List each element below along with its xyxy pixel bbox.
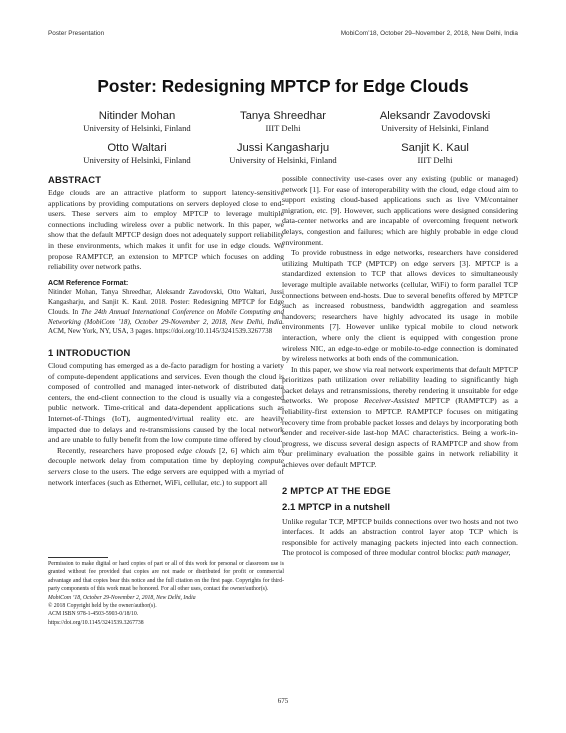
author-name: Jussi Kangasharju bbox=[236, 142, 330, 154]
section-heading-introduction: 1 INTRODUCTION bbox=[48, 346, 131, 358]
text-run: close to the users. The edge servers are equipped with a myriad of network interfaces (such as Ethernet, WiFi, cellular, etc.) to support all bbox=[48, 466, 284, 487]
body-paragraph bbox=[282, 517, 518, 559]
footnote-copyright: © 2018 Copyright held by the owner/author(s). bbox=[48, 603, 157, 610]
page-number: 675 bbox=[277, 697, 289, 705]
left-column bbox=[48, 174, 284, 488]
author-affiliation: IIIT Delhi bbox=[265, 123, 301, 133]
acm-reference-venue: The 24th Annual International Conference on Mobile Computing and Networking (MobiCom ’18), October 29-November 2, 2018, New Delhi, India. bbox=[48, 307, 284, 326]
abstract-heading: ABSTRACT bbox=[48, 174, 102, 185]
emphasis: compute servers bbox=[48, 456, 284, 476]
abstract-text: Edge clouds are an attractive platform to support latency-sensitive applications by providing computations on servers deployed close to end-users. These servers aim to employ MPTCP to leverage multiple connections including wireless over a public network. In this paper, we show that the default MPTCP design does not adequately support reliability in these environments, which makes it unfit for use in edge clouds. We propose RAMPTCP, an extension to MPTCP which focuses on adding reliability over network paths. bbox=[48, 188, 284, 272]
section-heading-mptcp-edge: 2 MPTCP AT THE EDGE bbox=[282, 484, 391, 496]
acm-reference-text bbox=[48, 288, 284, 337]
author-block bbox=[340, 141, 530, 166]
author-affiliation: University of Helsinki, Finland bbox=[229, 155, 337, 165]
author-name: Aleksandr Zavodovski bbox=[379, 110, 491, 122]
text-run: MPTCP (RAMPTCP) as a reliability-first extension to MPTCP. RAMPTCP focuses on mitigating recovery time from probable packet losses and delays by incorporating both sender and receiver-side last-hop MAC characteristics. Being a work-in-progress, we discuss several design aspects of RAMPTCP and show from our preliminary evaluation the possible gains in network reliability it achieves over default MPTCP. bbox=[282, 396, 518, 470]
emphasis: edge clouds bbox=[177, 445, 216, 455]
emphasis: Receiver-Assisted bbox=[363, 396, 419, 406]
text-run: Unlike regular TCP, MPTCP builds connections over two hosts and not two interfaces. It adds an abstraction control layer atop TCP which is responsible for actively managing packets injected into each connection. The protocol is composed of three modular control blocks: bbox=[282, 516, 518, 558]
author-block bbox=[340, 109, 530, 134]
author-name: Sanjit K. Kaul bbox=[401, 142, 469, 154]
acm-reference-heading: ACM Reference Format: bbox=[48, 279, 129, 287]
acm-reference-part: Nitinder Mohan, Tanya Shreedhar, Aleksandr Zavodovski, Otto Waltari, Jussi Kangasharju, and Sanjit K. Kaul. 2018. Poster: Redesigning MPTCP for Edge Clouds. In bbox=[48, 288, 284, 316]
footnote-rule bbox=[48, 557, 108, 558]
footnote-venue: MobiCom ’18, October 29-November 2, 2018, New Delhi, India bbox=[48, 594, 196, 601]
author-affiliation: University of Helsinki, Finland bbox=[83, 155, 191, 165]
right-column bbox=[282, 174, 518, 559]
body-paragraph: possible connectivity use-cases over any existing (public or managed) network [1]. For ease of interoperability with the cloud, edge cloud aim to support existing cloud-based applications such as live VM/container migration, etc. [9]. However, such applications were designed considering data-center networks and are incapable of overcoming frequent network delays, congestion and failures; which are highly probable in edge cloud environment. bbox=[282, 174, 518, 247]
author-name: Tanya Shreedhar bbox=[239, 110, 327, 122]
author-affiliation: University of Helsinki, Finland bbox=[83, 123, 191, 133]
text-run: In this paper, we show via real network experiments that default MPTCP prioritizes path utilization over reliability leading to significantly high packet delays and retransmissions, thereby rendering it unsuitable for edge networks. We propose bbox=[282, 364, 518, 406]
footnote-block bbox=[48, 560, 284, 627]
text-run: Recently, researchers have proposed bbox=[57, 445, 178, 455]
emphasis: path manager, bbox=[466, 548, 511, 558]
body-paragraph: To provide robustness in edge networks, researchers have considered utilizing Multipath TCP (MPTCP) on edge servers [3]. MPTCP is a standardized extension to TCP that allows devices to simultaneously leverage multiple available networks (cellular, WiFi) to form parallel TCP connections between end-hosts. Due to several benefits offered by MPTCP such as increased robustness, bandwidth aggregation and seamless handovers; researchers have highly advocated its usage in mobile environments [7]. However unlike typical mobile to cloud network interaction, where only the client is equipped with congestion prone wireless NIC, an edge-to-edge or mobile-to-edge connection is dominated by wireless networks at both ends of the communication. bbox=[282, 248, 518, 364]
subsection-heading-nutshell: 2.1 MPTCP in a nutshell bbox=[282, 501, 391, 513]
running-header-left: Poster Presentation bbox=[48, 30, 105, 37]
intro-paragraph bbox=[48, 446, 284, 488]
intro-paragraph: Cloud computing has emerged as a de-facto paradigm for hosting a variety of compute-dependent applications and services. Even though the cloud is composed of controlled and managed inter-network of distributed data centers, the end-client connection to the cloud is usually via a congested public network. Time-critical and data-dependent applications such as Internet-of-Things (IoT), augmented/virtual reality etc. are heavily impacted due to delays and re-transmissions caused by the local network and are unable to fully benefit from the low compute time offered by cloud. bbox=[48, 360, 284, 445]
author-name: Nitinder Mohan bbox=[98, 110, 176, 122]
footnote-doi: https://doi.org/10.1145/3241539.3267738 bbox=[48, 619, 144, 626]
text-run: [2, 6] which aim to decouple network delay from computation time by deploying bbox=[48, 445, 284, 466]
author-name: Otto Waltari bbox=[107, 142, 167, 154]
body-paragraph bbox=[282, 365, 518, 471]
author-affiliation: University of Helsinki, Finland bbox=[381, 123, 489, 133]
acm-reference-part: ACM, New York, NY, USA, 3 pages. https://doi.org/10.1145/3241539.3267738 bbox=[48, 327, 273, 336]
permission-notice: Permission to make digital or hard copies of part or all of this work for personal or classroom use is granted without fee provided that copies are not made or distributed for profit or commercial advantage and that copies bear this notice and the full citation on the first page. Copyrights for third-party components of this work must be honored. For all other uses, contact the owner/author(s). bbox=[48, 561, 284, 593]
running-header-right: MobiCom’18, October 29–November 2, 2018, New Delhi, India bbox=[340, 30, 518, 37]
paper-title: Poster: Redesigning MPTCP for Edge Clouds bbox=[97, 76, 469, 96]
footnote-isbn: ACM ISBN 978-1-4503-5903-0/18/10. bbox=[48, 611, 139, 618]
author-affiliation: IIIT Delhi bbox=[417, 155, 453, 165]
